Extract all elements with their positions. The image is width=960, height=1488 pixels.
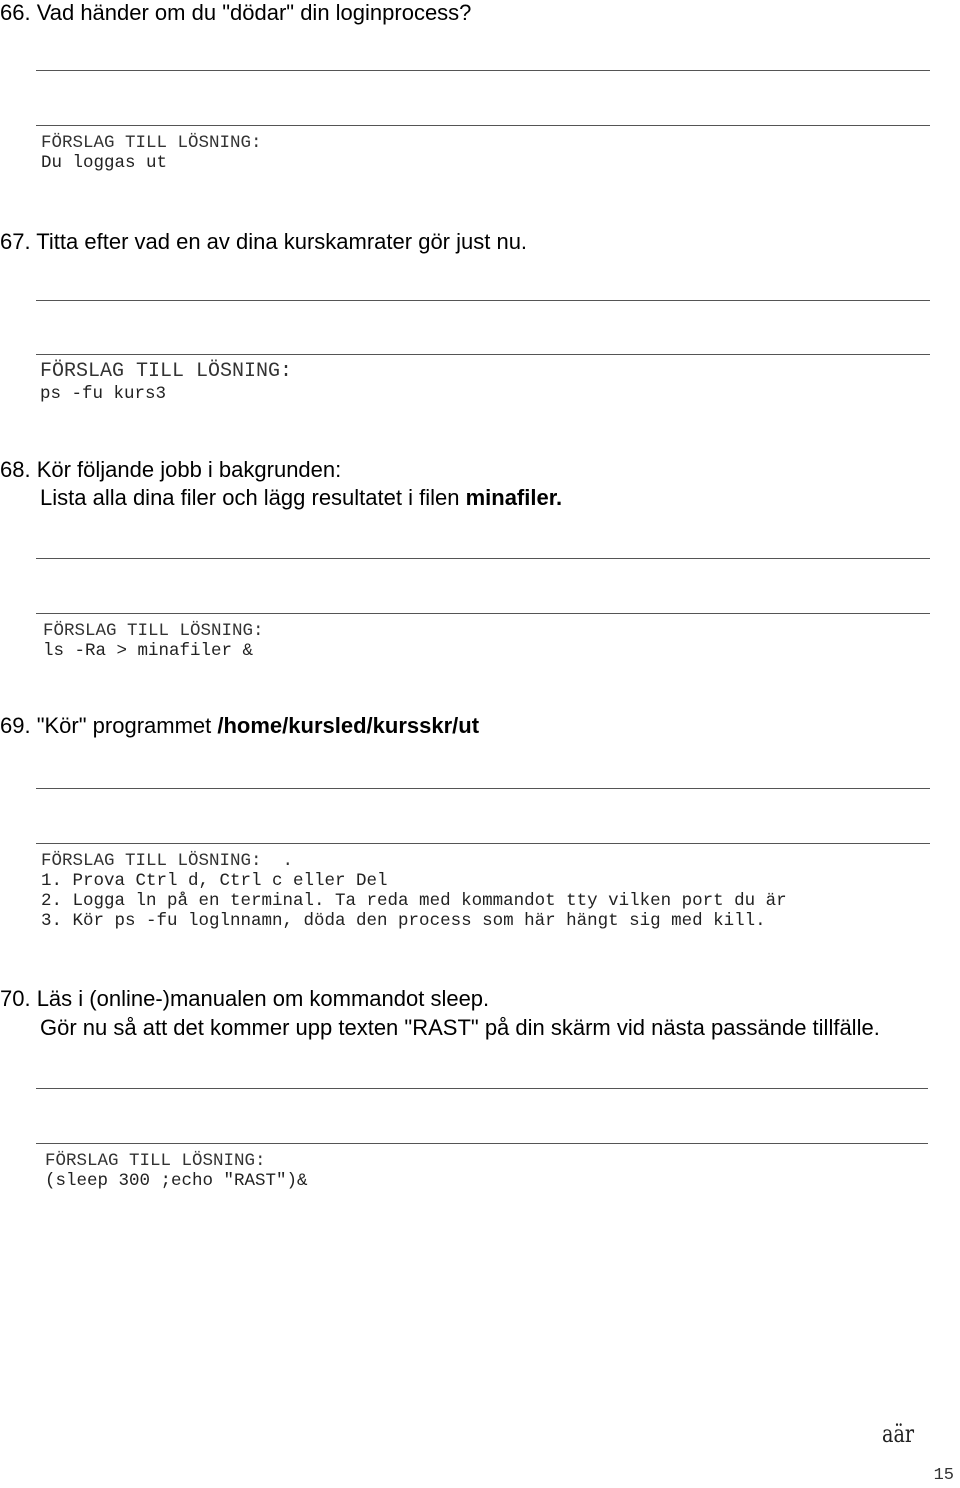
page-number: 15 bbox=[933, 1466, 954, 1485]
answer-line bbox=[36, 558, 930, 559]
question-70: 70. Läs i (online-)manualen om kommandot sleep. bbox=[0, 986, 490, 1011]
solution-line: ls -Ra > minafiler & bbox=[43, 641, 254, 661]
answer-line bbox=[36, 125, 930, 126]
answer-line bbox=[36, 613, 930, 614]
solution-line: Du loggas ut bbox=[41, 153, 168, 173]
solution-line: ps -fu kurs3 bbox=[40, 384, 167, 404]
answer-line bbox=[36, 300, 930, 301]
suggestion-heading: FÖRSLAG TILL LÖSNING: bbox=[40, 360, 293, 383]
suggestion-heading: FÖRSLAG TILL LÖSNING: bbox=[41, 133, 262, 153]
answer-line bbox=[36, 1088, 928, 1089]
program-path: /home/kursled/kursskr/ut bbox=[217, 713, 480, 738]
question-68-detail bbox=[40, 483, 562, 513]
question-70-detail: Gör nu så att det kommer upp texten "RAST" på din skärm vid nästa passände tillfälle. bbox=[40, 1015, 880, 1040]
answer-line bbox=[36, 843, 930, 844]
answer-line bbox=[36, 1143, 928, 1144]
answer-line bbox=[36, 788, 930, 789]
solution-line: 1. Prova Ctrl d, Ctrl c eller Del bbox=[41, 871, 388, 891]
question-68-text: Lista alla dina filer och lägg resultatet i filen bbox=[40, 485, 466, 510]
answer-line bbox=[36, 70, 930, 71]
question-69 bbox=[0, 711, 479, 741]
suggestion-heading: FÖRSLAG TILL LÖSNING: . bbox=[41, 851, 294, 871]
filename: minafiler. bbox=[465, 485, 563, 510]
solution-line: 3. Kör ps -fu loglnnamn, döda den process som här hängt sig med kill. bbox=[41, 911, 766, 931]
answer-line bbox=[36, 354, 930, 355]
question-67: 67. Titta efter vad en av dina kurskamrater gör just nu. bbox=[0, 229, 528, 254]
suggestion-heading: FÖRSLAG TILL LÖSNING: bbox=[45, 1151, 266, 1171]
question-69-text: 69. "Kör" programmet bbox=[0, 713, 218, 738]
stray-mark: aär bbox=[882, 1420, 915, 1448]
suggestion-heading: FÖRSLAG TILL LÖSNING: bbox=[43, 621, 264, 641]
solution-line: (sleep 300 ;echo "RAST")& bbox=[45, 1171, 308, 1191]
question-66: 66. Vad händer om du "dödar" din loginprocess? bbox=[0, 0, 472, 25]
question-68: 68. Kör följande jobb i bakgrunden: bbox=[0, 457, 342, 482]
solution-line: 2. Logga ln på en terminal. Ta reda med kommandot tty vilken port du är bbox=[41, 891, 787, 911]
